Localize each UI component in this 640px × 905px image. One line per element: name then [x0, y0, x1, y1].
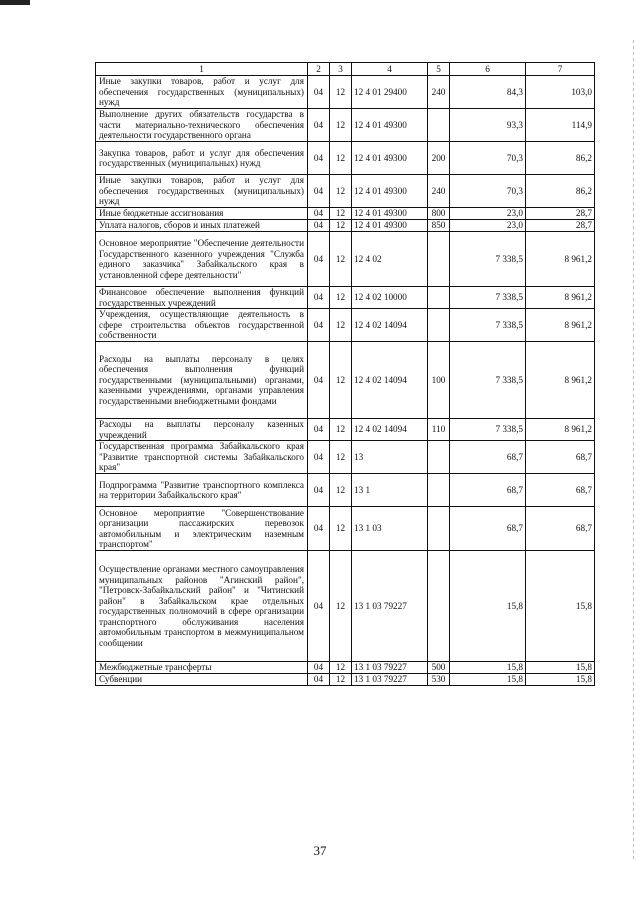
section-code-cell: 04 — [308, 232, 330, 287]
row-name-cell: Финансовое обеспечение выполнения функций государственных учреждений — [96, 287, 308, 309]
table-row — [96, 507, 595, 551]
section-code-cell: 04 — [308, 142, 330, 175]
table-row — [96, 109, 595, 142]
table-row — [96, 441, 595, 474]
target-article-cell: 12 4 02 14094 — [352, 309, 428, 342]
amount-year2-cell: 15,8 — [526, 662, 595, 674]
expense-type-cell — [428, 441, 450, 474]
expense-type-cell: 850 — [428, 220, 450, 232]
amount-year1-cell: 68,7 — [450, 441, 526, 474]
subsection-code-cell: 12 — [330, 674, 352, 686]
subsection-code-cell: 12 — [330, 220, 352, 232]
table-row — [96, 175, 595, 208]
amount-year1-cell: 7 338,5 — [450, 309, 526, 342]
scan-artifact-mark — [0, 0, 30, 5]
amount-year2-cell: 68,7 — [526, 507, 595, 551]
column-header: 6 — [450, 63, 526, 76]
table-row — [96, 142, 595, 175]
target-article-cell: 12 4 01 49300 — [352, 142, 428, 175]
table-row — [96, 220, 595, 232]
amount-year2-cell: 28,7 — [526, 220, 595, 232]
section-code-cell: 04 — [308, 662, 330, 674]
table-row — [96, 674, 595, 686]
target-article-cell: 13 1 03 79227 — [352, 662, 428, 674]
expense-type-cell — [428, 474, 450, 507]
section-code-cell: 04 — [308, 208, 330, 220]
subsection-code-cell: 12 — [330, 175, 352, 208]
target-article-cell: 12 4 01 49300 — [352, 109, 428, 142]
amount-year2-cell: 86,2 — [526, 142, 595, 175]
row-name-cell: Учреждения, осуществляющие деятельность в сфере строительства объектов государственной собственности — [96, 309, 308, 342]
subsection-code-cell: 12 — [330, 507, 352, 551]
amount-year2-cell: 28,7 — [526, 208, 595, 220]
amount-year2-cell: 103,0 — [526, 76, 595, 109]
row-name-cell: Иные бюджетные ассигнования — [96, 208, 308, 220]
section-code-cell: 04 — [308, 507, 330, 551]
amount-year1-cell: 15,8 — [450, 674, 526, 686]
subsection-code-cell: 12 — [330, 76, 352, 109]
amount-year1-cell: 68,7 — [450, 474, 526, 507]
table-row — [96, 474, 595, 507]
expense-type-cell: 110 — [428, 419, 450, 441]
table-row — [96, 551, 595, 662]
section-code-cell: 04 — [308, 175, 330, 208]
row-name-cell: Расходы на выплаты персоналу казенных учреждений — [96, 419, 308, 441]
amount-year2-cell: 68,7 — [526, 441, 595, 474]
expense-type-cell — [428, 287, 450, 309]
target-article-cell: 13 — [352, 441, 428, 474]
amount-year1-cell: 7 338,5 — [450, 419, 526, 441]
column-header: 2 — [308, 63, 330, 76]
expense-type-cell — [428, 551, 450, 662]
section-code-cell: 04 — [308, 287, 330, 309]
subsection-code-cell: 12 — [330, 551, 352, 662]
budget-table-body — [96, 63, 595, 686]
amount-year1-cell: 84,3 — [450, 76, 526, 109]
amount-year1-cell: 93,3 — [450, 109, 526, 142]
column-header: 7 — [526, 63, 595, 76]
expense-type-cell: 200 — [428, 142, 450, 175]
expense-type-cell: 100 — [428, 342, 450, 419]
amount-year1-cell: 23,0 — [450, 208, 526, 220]
amount-year1-cell: 7 338,5 — [450, 342, 526, 419]
amount-year2-cell: 68,7 — [526, 474, 595, 507]
amount-year2-cell: 8 961,2 — [526, 419, 595, 441]
target-article-cell: 13 1 03 — [352, 507, 428, 551]
amount-year2-cell: 8 961,2 — [526, 342, 595, 419]
row-name-cell: Подпрограмма "Развитие транспортного комплекса на территории Забайкальского края" — [96, 474, 308, 507]
section-code-cell: 04 — [308, 109, 330, 142]
subsection-code-cell: 12 — [330, 109, 352, 142]
section-code-cell: 04 — [308, 342, 330, 419]
amount-year2-cell: 8 961,2 — [526, 309, 595, 342]
budget-table — [95, 62, 595, 686]
row-name-cell: Основное мероприятие "Обеспечение деятельности Государственного казенного учреждения "Служба единого заказчика" Забайкальского края в установленной сфере деятельности" — [96, 232, 308, 287]
section-code-cell: 04 — [308, 674, 330, 686]
row-name-cell: Уплата налогов, сборов и иных платежей — [96, 220, 308, 232]
amount-year1-cell: 23,0 — [450, 220, 526, 232]
amount-year1-cell: 68,7 — [450, 507, 526, 551]
column-header: 5 — [428, 63, 450, 76]
section-code-cell: 04 — [308, 551, 330, 662]
amount-year2-cell: 15,8 — [526, 551, 595, 662]
row-name-cell: Основное мероприятие "Совершенствование организации пассажирских перевозок автомобильным и электрическим наземным транспортом" — [96, 507, 308, 551]
row-name-cell: Расходы на выплаты персоналу в целях обеспечения выполнения функций государственными (муниципальными) органами, казенными учреждениями, органами управления государственными внебюджетными фондами — [96, 342, 308, 419]
target-article-cell: 12 4 01 49300 — [352, 208, 428, 220]
row-name-cell: Закупка товаров, работ и услуг для обеспечения государственных (муниципальных) нужд — [96, 142, 308, 175]
column-header: 4 — [352, 63, 428, 76]
subsection-code-cell: 12 — [330, 208, 352, 220]
subsection-code-cell: 12 — [330, 342, 352, 419]
target-article-cell: 13 1 03 79227 — [352, 551, 428, 662]
section-code-cell: 04 — [308, 220, 330, 232]
target-article-cell: 12 4 01 49300 — [352, 220, 428, 232]
subsection-code-cell: 12 — [330, 441, 352, 474]
target-article-cell: 12 4 02 10000 — [352, 287, 428, 309]
amount-year2-cell: 8 961,2 — [526, 287, 595, 309]
row-name-cell: Выполнение других обязательств государства в части материально-технического обеспечения деятельности государственного органа — [96, 109, 308, 142]
table-row — [96, 662, 595, 674]
table-row — [96, 208, 595, 220]
row-name-cell: Государственная программа Забайкальского края "Развитие транспортной системы Забайкальского края" — [96, 441, 308, 474]
target-article-cell: 12 4 01 49300 — [352, 175, 428, 208]
row-name-cell: Иные закупки товаров, работ и услуг для обеспечения государственных (муниципальных) нужд — [96, 175, 308, 208]
table-header-row — [96, 63, 595, 76]
row-name-cell: Субвенции — [96, 674, 308, 686]
table-row — [96, 76, 595, 109]
amount-year2-cell: 114,9 — [526, 109, 595, 142]
subsection-code-cell: 12 — [330, 419, 352, 441]
target-article-cell: 13 1 03 79227 — [352, 674, 428, 686]
section-code-cell: 04 — [308, 441, 330, 474]
scan-edge-line — [633, 40, 634, 860]
subsection-code-cell: 12 — [330, 662, 352, 674]
expense-type-cell — [428, 507, 450, 551]
table-row — [96, 232, 595, 287]
row-name-cell: Осуществление органами местного самоуправления муниципальных районов "Агинский район", "Петровск-Забайкальский район" и "Читинский район" в Забайкальском крае отдельных государственных полномочий в сфере организации транспортного обслуживания населения автомобильным транспортом в межмуниципальном сообщении — [96, 551, 308, 662]
section-code-cell: 04 — [308, 419, 330, 441]
section-code-cell: 04 — [308, 474, 330, 507]
table-row — [96, 419, 595, 441]
target-article-cell: 12 4 02 14094 — [352, 419, 428, 441]
subsection-code-cell: 12 — [330, 474, 352, 507]
target-article-cell: 13 1 — [352, 474, 428, 507]
subsection-code-cell: 12 — [330, 142, 352, 175]
amount-year2-cell: 15,8 — [526, 674, 595, 686]
row-name-cell: Межбюджетные трансферты — [96, 662, 308, 674]
target-article-cell: 12 4 02 14094 — [352, 342, 428, 419]
amount-year2-cell: 86,2 — [526, 175, 595, 208]
amount-year2-cell: 8 961,2 — [526, 232, 595, 287]
expense-type-cell: 240 — [428, 175, 450, 208]
amount-year1-cell: 70,3 — [450, 175, 526, 208]
expense-type-cell: 500 — [428, 662, 450, 674]
expense-type-cell: 240 — [428, 76, 450, 109]
expense-type-cell — [428, 309, 450, 342]
amount-year1-cell: 15,8 — [450, 551, 526, 662]
section-code-cell: 04 — [308, 76, 330, 109]
table-row — [96, 287, 595, 309]
column-header: 1 — [96, 63, 308, 76]
amount-year1-cell: 7 338,5 — [450, 287, 526, 309]
column-header: 3 — [330, 63, 352, 76]
amount-year1-cell: 15,8 — [450, 662, 526, 674]
page-number: 37 — [313, 843, 327, 858]
expense-type-cell: 800 — [428, 208, 450, 220]
expense-type-cell: 530 — [428, 674, 450, 686]
amount-year1-cell: 7 338,5 — [450, 232, 526, 287]
target-article-cell: 12 4 02 — [352, 232, 428, 287]
section-code-cell: 04 — [308, 309, 330, 342]
table-row — [96, 342, 595, 419]
row-name-cell: Иные закупки товаров, работ и услуг для обеспечения государственных (муниципальных) нужд — [96, 76, 308, 109]
target-article-cell: 12 4 01 29400 — [352, 76, 428, 109]
subsection-code-cell: 12 — [330, 232, 352, 287]
subsection-code-cell: 12 — [330, 287, 352, 309]
expense-type-cell — [428, 109, 450, 142]
subsection-code-cell: 12 — [330, 309, 352, 342]
amount-year1-cell: 70,3 — [450, 142, 526, 175]
table-row — [96, 309, 595, 342]
expense-type-cell — [428, 232, 450, 287]
